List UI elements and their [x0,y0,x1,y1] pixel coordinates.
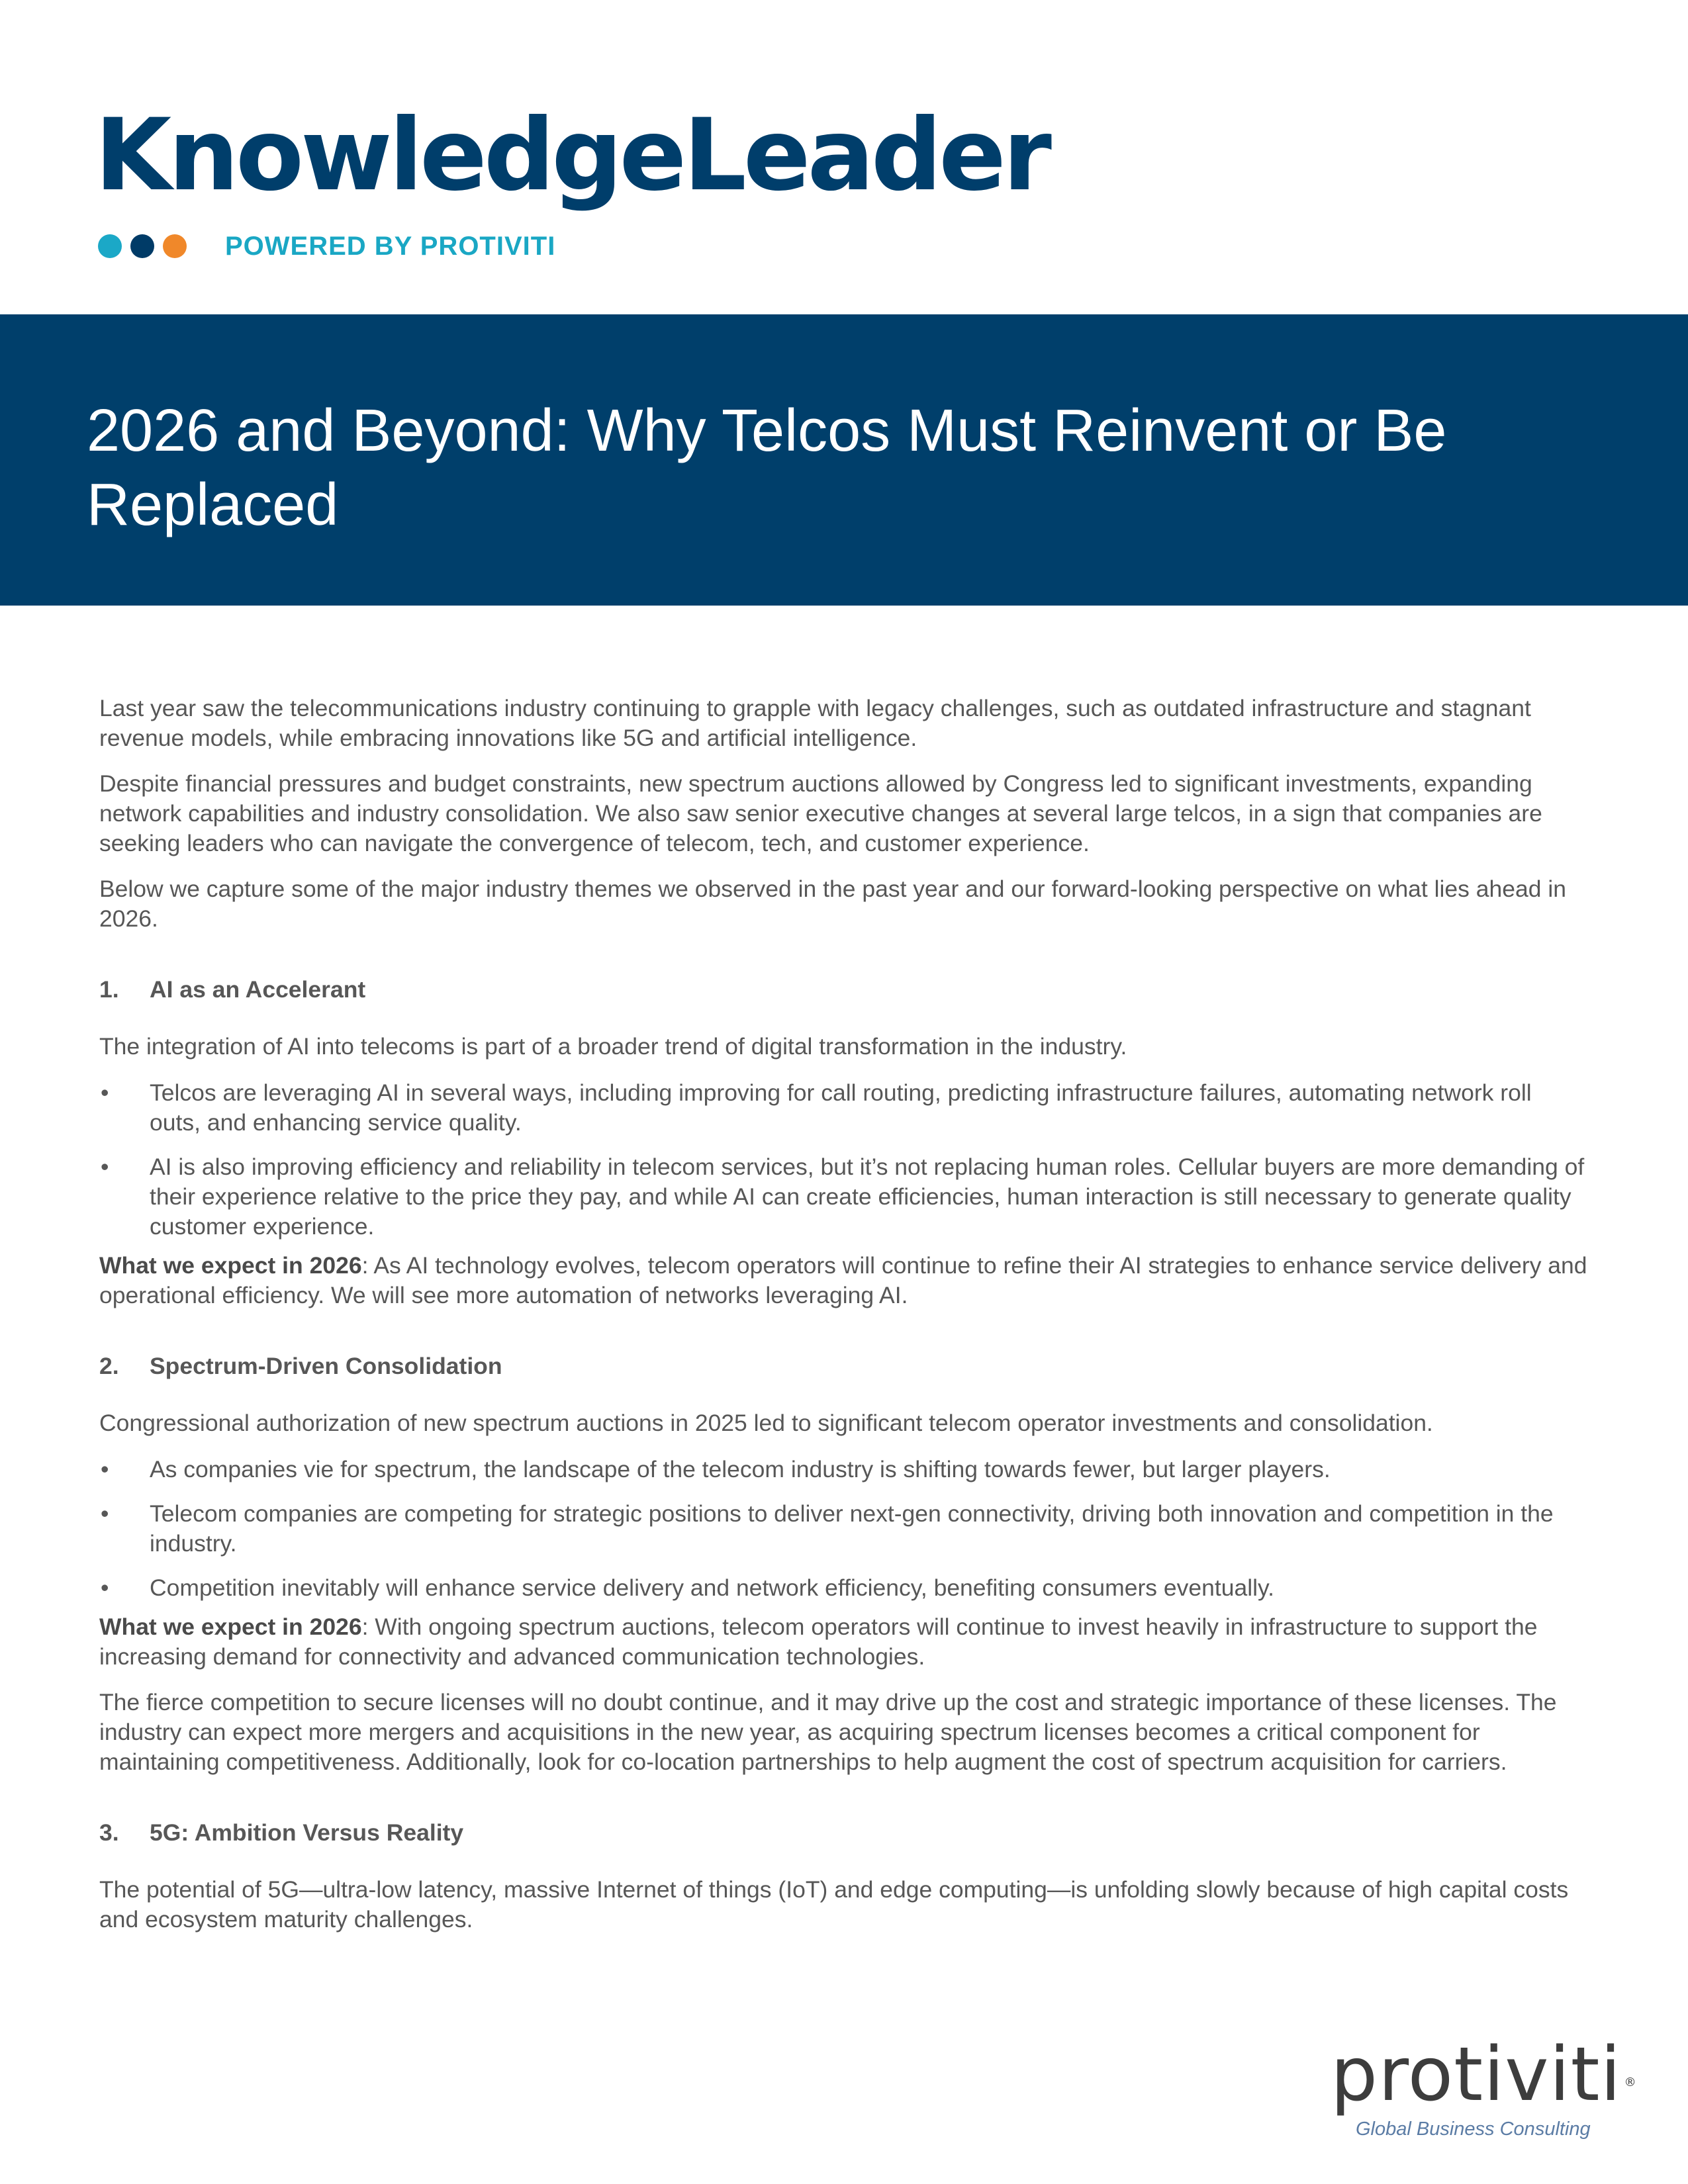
expectation-label: What we expect in 2026 [99,1252,362,1279]
bullet-icon: • [101,1574,109,1601]
bullet-icon: • [101,1456,109,1482]
protiviti-wordmark: protiviti ® [1331,2032,1637,2118]
expectation-paragraph: What we expect in 2026: As AI technology evolves, telecom operators will continue to refine their AI strategies to enhance service delivery and operational efficiency. We will see more automation of networks leveraging AI. [99,1252,1587,1308]
section-number: 3. [99,1819,119,1846]
section-title: AI as an Accelerant [150,976,366,1003]
expectation-paragraph: What we expect in 2026: With ongoing spectrum auctions, telecom operators will continue to invest heavily in infrastructure to support the increasing demand for connectivity and advanced communication technologies. [99,1614,1538,1670]
intro-paragraph: Despite financial pressures and budget constraints, new spectrum auctions allowed by Congress led to significant investments, expanding network capabilities and industry consolidation. We also saw senior executive changes at several large telcos, in a sign that companies are seeking leaders who can navigate the convergence of telecom, tech, and customer experience. [99,770,1542,856]
section-number: 2. [99,1353,119,1379]
navy-dot-icon [130,234,154,258]
section-title: Spectrum-Driven Consolidation [150,1353,502,1379]
section-lead: The potential of 5G—ultra-low latency, massive Internet of things (IoT) and edge computing—is unfolding slowly because of high capital costs and ecosystem maturity challenges. [99,1876,1569,1933]
list-item: • Competition inevitably will enhance service delivery and network efficiency, benefiting consumers eventually. [99,1573,1589,1603]
powered-by-tagline: POWERED BY PROTIVITI [225,232,556,261]
intro-paragraph: Below we capture some of the major industry themes we observed in the past year and our forward-looking perspective on what lies ahead in 2026. [99,876,1566,932]
section-lead: The integration of AI into telecoms is part of a broader trend of digital transformation in the industry. [99,1033,1127,1060]
section-heading [99,1351,1589,1381]
section-title: 5G: Ambition Versus Reality [150,1819,464,1846]
brand-dots [98,234,187,258]
protiviti-subtitle: Global Business Consulting [1356,2118,1591,2140]
list-item: • AI is also improving efficiency and reliability in telecom services, but it’s not replacing human roles. Cellular buyers are more demanding of their experience relative to the price they pay, and while AI can create efficiencies, human interaction is still necessary to generate quality customer experience. [101,1154,1585,1240]
bullet-icon: • [101,1079,109,1106]
paragraph: The fierce competition to secure licenses will no doubt continue, and it may drive up the cost and strategic importance of these licenses. The industry can expect more mergers and acquisitions in the new year, as acquiring spectrum licenses becomes a critical component for maintaining competitiveness. Additionally, look for co-location partnerships to help augment the cost of spectrum acquisition for carriers. [99,1689,1557,1775]
list-item: • Telcos are leveraging AI in several ways, including improving for call routing, predicting infrastructure failures, automating network roll outs, and enhancing service quality. [101,1079,1532,1136]
article-body [99,694,1589,1950]
section-number: 1. [99,976,119,1003]
bullet-list [99,1455,1589,1603]
section-heading [99,1818,1589,1848]
title-banner [0,314,1688,606]
teal-dot-icon [98,234,122,258]
bullet-icon: • [101,1154,109,1180]
page-title: 2026 and Beyond: Why Telcos Must Reinvent or Be Replaced [87,398,1447,538]
expectation-label: What we expect in 2026 [99,1614,362,1640]
registered-mark-icon: ® [1624,2075,1637,2089]
knowledgeleader-logo: KnowledgeLeader [95,98,1049,213]
list-item: • As companies vie for spectrum, the landscape of the telecom industry is shifting towards fewer, but larger players. [99,1455,1589,1484]
protiviti-footer-logo [1331,2032,1637,2140]
bullet-icon: • [101,1500,109,1527]
list-item: • Telecom companies are competing for strategic positions to deliver next-gen connectivity, driving both innovation and competition in the industry. [101,1500,1554,1557]
section-lead: Congressional authorization of new spectrum auctions in 2025 led to significant telecom operator investments and consolidation. [99,1410,1433,1436]
intro-paragraph: Last year saw the telecommunications industry continuing to grapple with legacy challenges, such as outdated infrastructure and stagnant revenue models, while embracing innovations like 5G and artificial intelligence. [99,695,1531,751]
section-heading [99,975,1589,1005]
bullet-list [99,1078,1589,1242]
orange-dot-icon [163,234,187,258]
